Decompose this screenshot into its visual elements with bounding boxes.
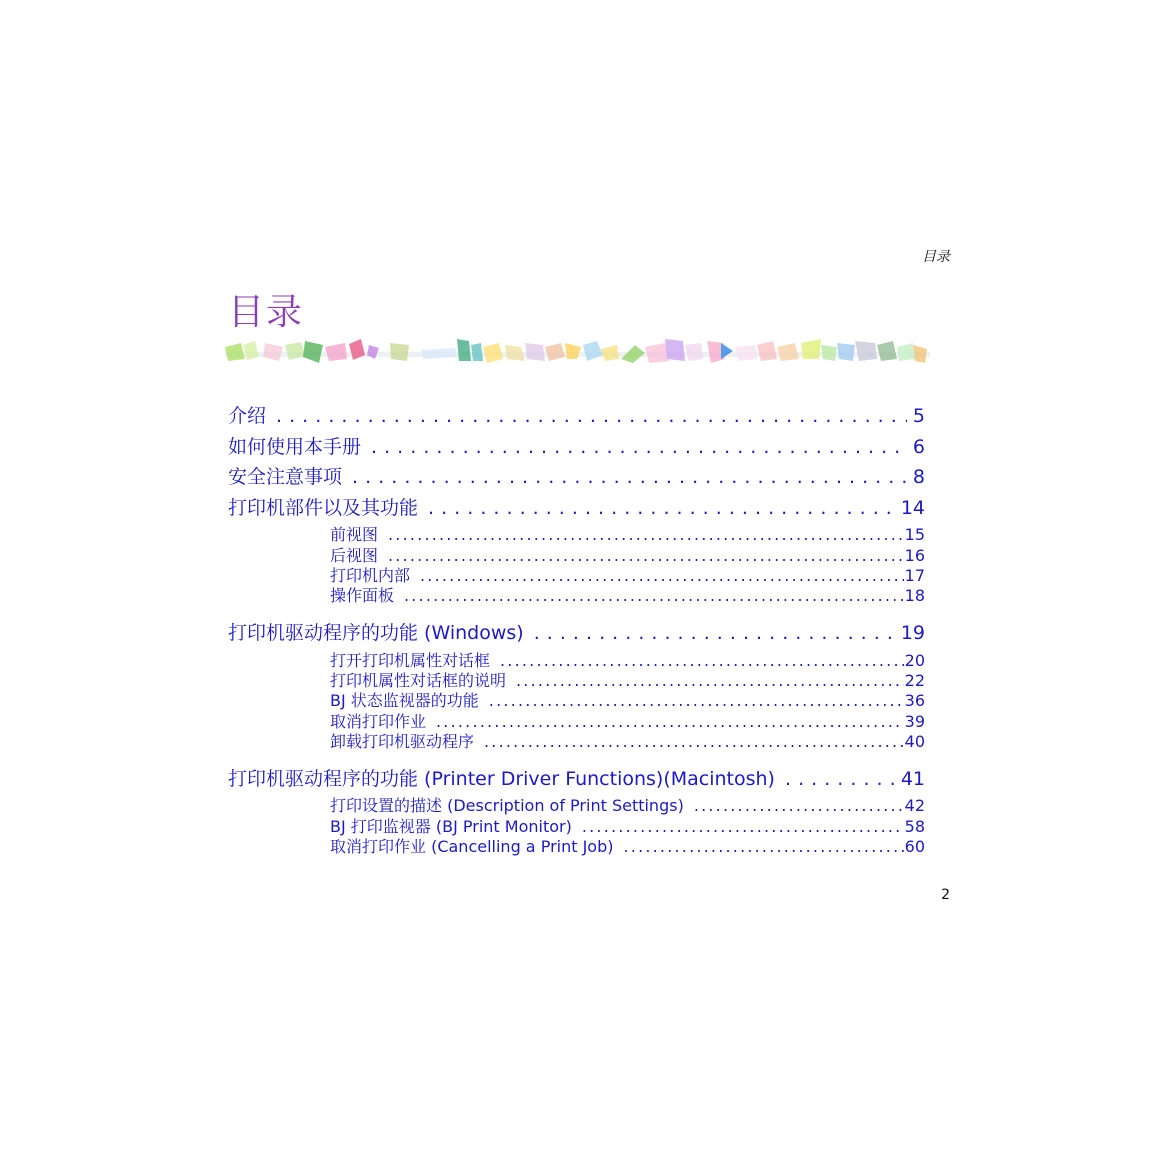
toc-leader: [388, 525, 904, 544]
toc-entry[interactable]: [228, 432, 925, 459]
toc-entry-title: 打印机驱动程序的功能 (Printer Driver Functions)(Macintosh): [228, 768, 775, 790]
toc-entry-page: 39: [904, 712, 925, 731]
toc-entry-title: 打印设置的描述 (Description of Print Settings): [330, 796, 684, 815]
toc-entry-title: 安全注意事项: [228, 466, 343, 488]
toc-entry-title: 打开打印机属性对话框: [330, 651, 491, 670]
toc-subentry[interactable]: [330, 522, 925, 545]
toc-leader: [489, 691, 904, 710]
toc-entry-page: 41: [900, 768, 925, 790]
toc-entry-title: 取消打印作业: [330, 712, 427, 731]
toc-entry-title: 如何使用本手册: [228, 436, 362, 458]
toc-entry-title: 打印机驱动程序的功能 (Windows): [228, 622, 524, 644]
toc-entry-page: 8: [912, 466, 925, 488]
toc-entry-page: 40: [904, 732, 925, 751]
toc-entry-title: 前视图: [330, 525, 379, 544]
page-title: 目录: [228, 292, 305, 333]
toc-leader: [534, 622, 895, 644]
toc-entry[interactable]: [228, 764, 925, 791]
toc-subentry[interactable]: [330, 729, 925, 752]
toc-subentry[interactable]: [330, 688, 925, 711]
toc-entry-page: 42: [904, 796, 925, 815]
toc-leader: [428, 497, 895, 519]
toc-entry-title: 介绍: [228, 405, 267, 427]
toc-entry[interactable]: [228, 401, 925, 428]
toc-entry[interactable]: [228, 462, 925, 489]
toc-entry-page: 14: [900, 497, 925, 519]
toc-entry-page: 60: [904, 837, 925, 856]
toc-entry-title: 卸载打印机驱动程序: [330, 732, 475, 751]
toc-entry-page: 18: [904, 586, 925, 605]
toc-entry-title: 打印机内部: [330, 566, 411, 585]
toc-leader: [276, 405, 907, 427]
toc-subentry[interactable]: [330, 834, 925, 857]
toc-leader: [624, 837, 904, 856]
toc-entry-title: 打印机属性对话框的说明: [330, 671, 507, 690]
toc-leader: [352, 466, 907, 488]
toc-leader: [371, 436, 907, 458]
toc-leader: [785, 768, 895, 790]
toc-entry-page: 20: [904, 651, 925, 670]
toc-subentry[interactable]: [330, 793, 925, 816]
toc-entry[interactable]: [228, 493, 925, 520]
toc-subentry[interactable]: [330, 583, 925, 606]
toc-entry[interactable]: [228, 618, 925, 645]
toc-entry-page: 22: [904, 671, 925, 690]
toc-entry-page: 16: [904, 546, 925, 565]
toc-entry-page: 5: [912, 405, 925, 427]
toc-entry-title: BJ 状态监视器的功能: [330, 691, 479, 710]
toc-entry-page: 6: [912, 436, 925, 458]
toc-entry-page: 58: [904, 817, 925, 836]
toc-entry-title: 打印机部件以及其功能: [228, 497, 419, 519]
toc-leader: [404, 586, 904, 605]
page-number: 2: [941, 887, 950, 903]
toc-entry-page: 17: [904, 566, 925, 585]
toc-entry-title: 操作面板: [330, 586, 395, 605]
toc-leader: [484, 732, 904, 751]
toc-entry-title: BJ 打印监视器 (BJ Print Monitor): [330, 817, 572, 836]
toc-entry-page: 36: [904, 691, 925, 710]
toc-entry-title: 取消打印作业 (Cancelling a Print Job): [330, 837, 614, 856]
toc-entry-page: 19: [900, 622, 925, 644]
toc-entry-title: 后视图: [330, 546, 379, 565]
running-head: 目录: [922, 249, 950, 265]
toc-entry-page: 15: [904, 525, 925, 544]
toc-leader: [694, 796, 904, 815]
